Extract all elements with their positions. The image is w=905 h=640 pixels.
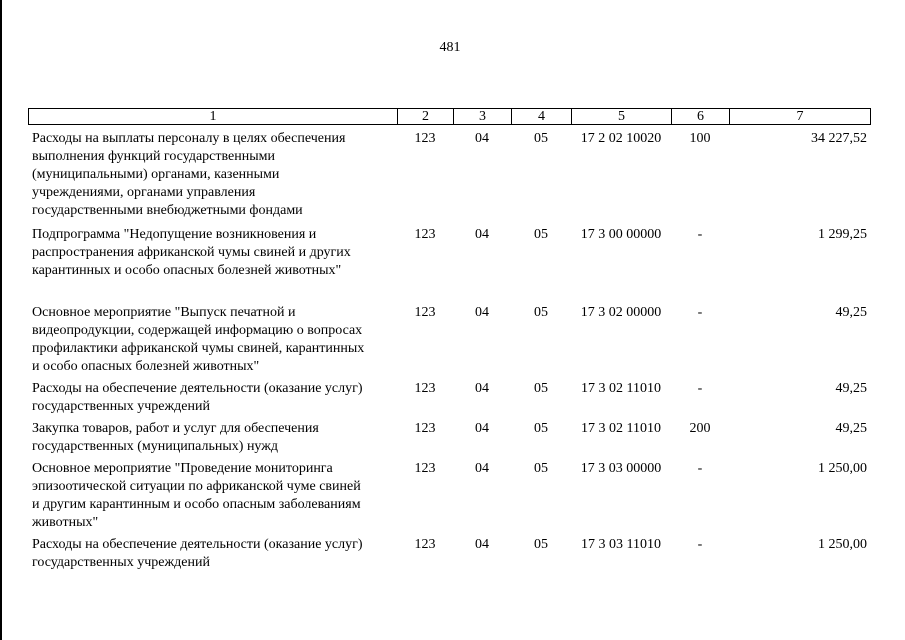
cell-col-7: 1 299,25 [818, 227, 867, 242]
cell-col-6: - [697, 461, 703, 476]
name-line: (муниципальными) органами, казенными [32, 167, 280, 182]
cell-col-3: 04 [475, 421, 489, 436]
row-name [32, 536, 397, 572]
cell-col-5: 17 2 02 10020 [580, 131, 662, 146]
cell-col-2: 123 [414, 227, 436, 242]
name-line: государственными внебюджетными фондами [32, 203, 303, 218]
cell-col-5: 17 3 02 00000 [580, 305, 662, 320]
name-line: государственных (муниципальных) нужд [32, 439, 279, 454]
cell-col-7: 49,25 [835, 381, 867, 396]
cell-col-4: 05 [534, 227, 548, 242]
row-name [32, 304, 397, 376]
cell-col-2: 123 [414, 537, 436, 552]
row-name [32, 420, 397, 456]
name-line: Подпрограмма "Недопущение возникновения и [32, 227, 317, 242]
name-line: Закупка товаров, работ и услуг для обеспечения [32, 421, 319, 436]
header-col-7: 7 [729, 108, 871, 125]
cell-col-3: 04 [475, 537, 489, 552]
cell-col-3: 04 [475, 131, 489, 146]
cell-col-7: 1 250,00 [818, 461, 867, 476]
row-name [32, 460, 397, 532]
name-line: карантинных и особо опасных болезней животных" [32, 263, 342, 278]
cell-col-4: 05 [534, 305, 548, 320]
cell-col-7: 1 250,00 [818, 537, 867, 552]
cell-col-3: 04 [475, 381, 489, 396]
name-line: и особо опасных болезней животных" [32, 359, 260, 374]
table-row [0, 226, 905, 280]
table-header [28, 108, 871, 125]
cell-col-5: 17 3 00 00000 [580, 227, 662, 242]
table-body [0, 130, 905, 572]
name-line: эпизоотической ситуации по африканской чуме свиней [32, 479, 361, 494]
name-line: распространения африканской чумы свиней и других [32, 245, 351, 260]
cell-col-2: 123 [414, 461, 436, 476]
name-line: Основное мероприятие "Выпуск печатной и [32, 305, 296, 320]
table-row [0, 536, 905, 572]
table-row [0, 380, 905, 416]
name-line: Основное мероприятие "Проведение мониторинга [32, 461, 333, 476]
header-col-3: 3 [453, 108, 511, 125]
cell-col-4: 05 [534, 537, 548, 552]
table-row [0, 420, 905, 456]
cell-col-2: 123 [414, 305, 436, 320]
name-line: государственных учреждений [32, 555, 210, 570]
name-line: и другим карантинным и особо опасным заболеваниям [32, 497, 361, 512]
cell-col-6: 100 [689, 131, 711, 146]
cell-col-4: 05 [534, 131, 548, 146]
cell-col-6: - [697, 305, 703, 320]
cell-col-7: 49,25 [835, 421, 867, 436]
cell-col-2: 123 [414, 381, 436, 396]
row-name [32, 380, 397, 416]
cell-col-3: 04 [475, 461, 489, 476]
cell-col-7: 49,25 [835, 305, 867, 320]
cell-col-3: 04 [475, 227, 489, 242]
cell-col-4: 05 [534, 461, 548, 476]
cell-col-6: - [697, 227, 703, 242]
page-number: 481 [439, 40, 461, 55]
name-line: Расходы на выплаты персоналу в целях обеспечения [32, 131, 346, 146]
cell-col-6: - [697, 537, 703, 552]
name-line: Расходы на обеспечение деятельности (оказание услуг) [32, 537, 363, 552]
header-col-1: 1 [28, 108, 397, 125]
cell-col-5: 17 3 02 11010 [581, 421, 661, 436]
name-line: учреждениями, органами управления [32, 185, 256, 200]
cell-col-4: 05 [534, 381, 548, 396]
cell-col-6: 200 [689, 421, 711, 436]
table-row [0, 130, 905, 220]
cell-col-7: 34 227,52 [811, 131, 867, 146]
header-col-5: 5 [571, 108, 671, 125]
header-col-6: 6 [671, 108, 729, 125]
cell-col-2: 123 [414, 421, 436, 436]
name-line: выполнения функций государственными [32, 149, 275, 164]
name-line: государственных учреждений [32, 399, 210, 414]
cell-col-5: 17 3 03 00000 [580, 461, 662, 476]
row-name [32, 226, 397, 280]
cell-col-3: 04 [475, 305, 489, 320]
name-line: видеопродукции, содержащей информацию о вопросах [32, 323, 363, 338]
header-col-4: 4 [511, 108, 571, 125]
cell-col-2: 123 [414, 131, 436, 146]
name-line: профилактики африканской чумы свиней, карантинных [32, 341, 365, 356]
cell-col-4: 05 [534, 421, 548, 436]
name-line: Расходы на обеспечение деятельности (оказание услуг) [32, 381, 363, 396]
cell-col-5: 17 3 03 11010 [581, 537, 661, 552]
cell-col-6: - [697, 381, 703, 396]
name-line: животных" [32, 515, 99, 530]
cell-col-5: 17 3 02 11010 [581, 381, 661, 396]
table-row [0, 304, 905, 376]
header-col-2: 2 [397, 108, 453, 125]
row-name [32, 130, 397, 220]
table-row [0, 460, 905, 532]
